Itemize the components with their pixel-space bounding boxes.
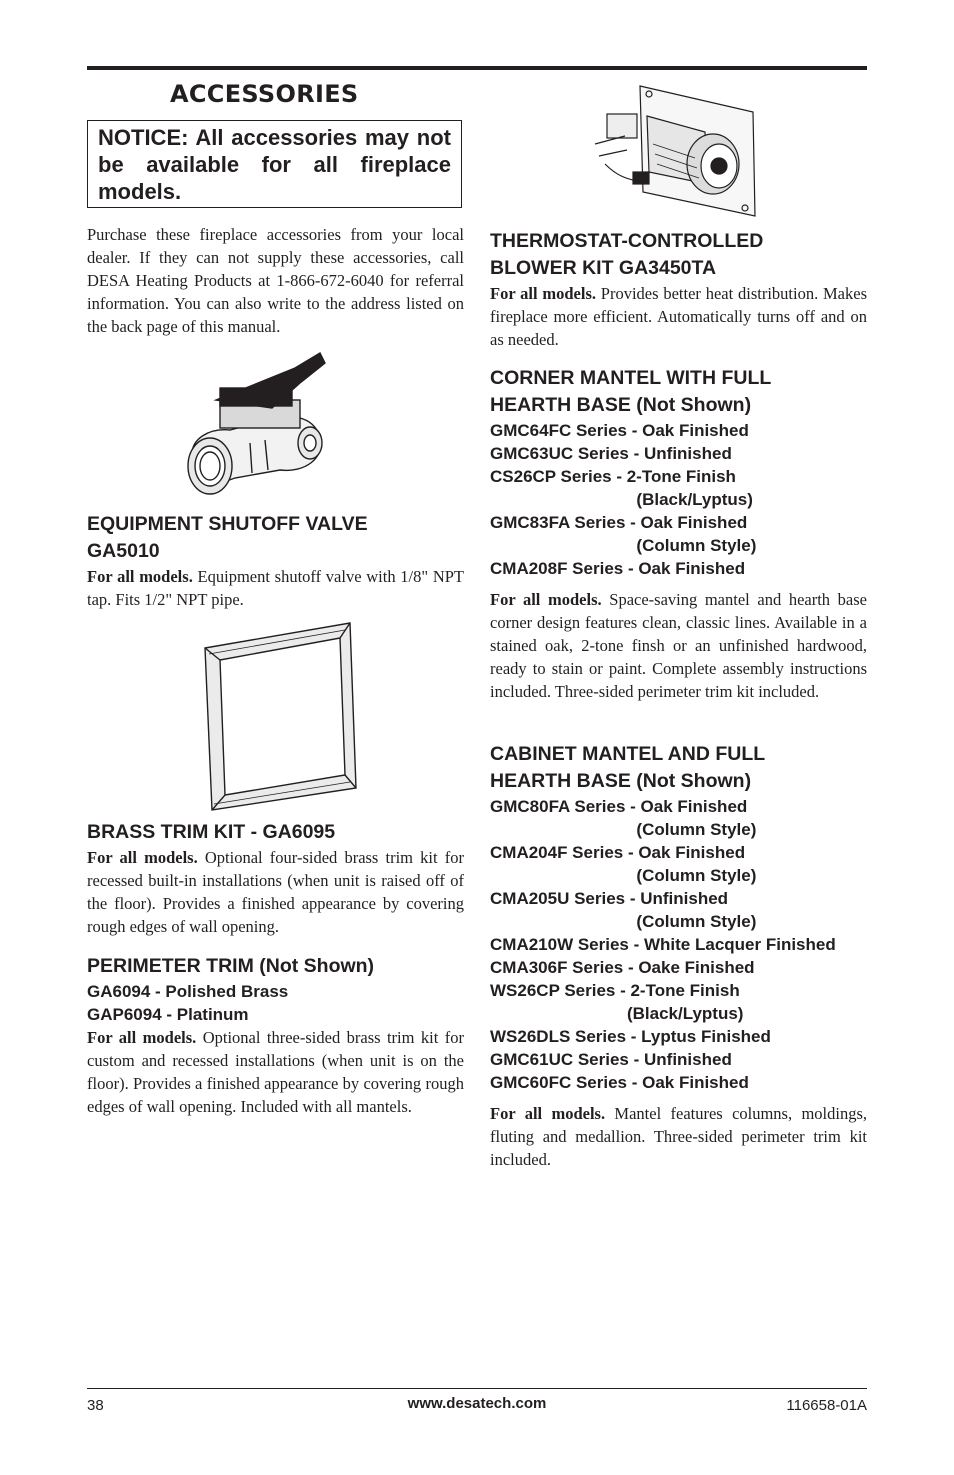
corner-model: (Column Style) [490,536,757,555]
page-number: 38 [87,1397,104,1414]
cabinet-description [490,1102,867,1171]
brass-trim-image [200,620,360,812]
cabinet-model: CMA204F Series - Oak Finished [490,843,746,862]
website-link[interactable]: www.desatech.com [407,1395,547,1412]
corner-model: CMA208F Series - Oak Finished [490,559,746,578]
perimeter-model: GA6094 - Polished Brass [87,982,289,1001]
cabinet-title-line2: HEARTH BASE (Not Shown) [490,770,752,792]
corner-title-line1: CORNER MANTEL WITH FULL [490,367,772,389]
blower-title-line1: THERMOSTAT-CONTROLLED [490,230,764,252]
cabinet-model: WS26CP Series - 2-Tone Finish [490,981,740,1000]
blower-text: Provides better heat distribution. Makes fireplace more efficient. Automatically turns off and on as needed. [490,284,867,349]
perimeter-title: PERIMETER TRIM (Not Shown) [87,955,375,977]
corner-text: Space-saving mantel and hearth base corner design features clean, classic lines. Available in a stained oak, 2-tone finsh or an unfinished hardwood, ready to stain or paint. Complete assembly instructions included. Three-sided perimeter trim kit included. [490,590,867,701]
corner-description [490,588,867,703]
cabinet-model: (Column Style) [490,866,757,885]
cabinet-model: GMC61UC Series - Unfinished [490,1050,732,1069]
cabinet-model: GMC80FA Series - Oak Finished [490,797,748,816]
perimeter-description [87,1026,464,1118]
top-rule [87,66,867,70]
cabinet-model: WS26DLS Series - Lyptus Finished [490,1027,771,1046]
blower-description [490,282,867,351]
perimeter-model: GAP6094 - Platinum [87,1005,249,1024]
cabinet-model: GMC60FC Series - Oak Finished [490,1073,749,1092]
brass-description [87,846,464,938]
shutoff-valve-image [180,348,340,498]
cabinet-text: Mantel features columns, moldings, fluting and medallion. Three-sided perimeter trim kit included. [490,1104,867,1169]
blower-title-line2: BLOWER KIT GA3450TA [490,257,717,279]
corner-model: GMC63UC Series - Unfinished [490,444,732,463]
valve-description [87,565,464,611]
corner-lead: For all models. [490,590,602,609]
notice-box: NOTICE: All accessories may not be available for all fireplace models. [87,120,462,208]
cabinet-model: (Column Style) [490,820,757,839]
cabinet-title-line1: CABINET MANTEL AND FULL [490,743,766,765]
perimeter-lead: For all models. [87,1028,197,1047]
corner-model: CS26CP Series - 2-Tone Finish [490,467,736,486]
valve-text: Equipment shutoff valve with 1/8" NPT tap. Fits 1/2" NPT pipe. [87,567,464,609]
brass-lead: For all models. [87,848,198,867]
cabinet-model: CMA306F Series - Oake Finished [490,958,755,977]
cabinet-lead: For all models. [490,1104,606,1123]
valve-lead: For all models. [87,567,193,586]
valve-title-line1: EQUIPMENT SHUTOFF VALVE [87,513,368,535]
corner-model: GMC64FC Series - Oak Finished [490,421,749,440]
corner-model: GMC83FA Series - Oak Finished [490,513,748,532]
perimeter-text: Optional three-sided brass trim kit for custom and recessed installations (when unit is on the floor). Provides a finished appearance by covering rough edges of wall opening. Included with all mantels. [87,1028,465,1116]
page-footer [87,1388,867,1414]
corner-title-line2: HEARTH BASE (Not Shown) [490,394,752,416]
cabinet-model: CMA210W Series - White Lacquer Finished [490,935,836,954]
section-title: ACCESSORIES [170,80,359,108]
valve-title-line2: GA5010 [87,540,160,562]
intro-paragraph: Purchase these fireplace accessories from your local dealer. If they can not supply these accessories, call DESA Heating Products at 1-866-672-6040 for referral information. You can also write to the address listed on the back page of this manual. [87,225,464,336]
brass-title: BRASS TRIM KIT - GA6095 [87,821,336,843]
brass-text: Optional four-sided brass trim kit for recessed built-in installations (when unit is raised off of the floor). Provides a finished appearance by covering rough edges of wall opening. [87,848,464,936]
blower-lead: For all models. [490,284,596,303]
document-code: 116658-01A [786,1397,867,1414]
corner-model: (Black/Lyptus) [490,490,753,509]
cabinet-model: (Column Style) [490,912,757,931]
cabinet-model: (Black/Lyptus) [490,1004,744,1023]
blower-kit-image [585,84,757,219]
cabinet-model: CMA205U Series - Unfinished [490,889,729,908]
